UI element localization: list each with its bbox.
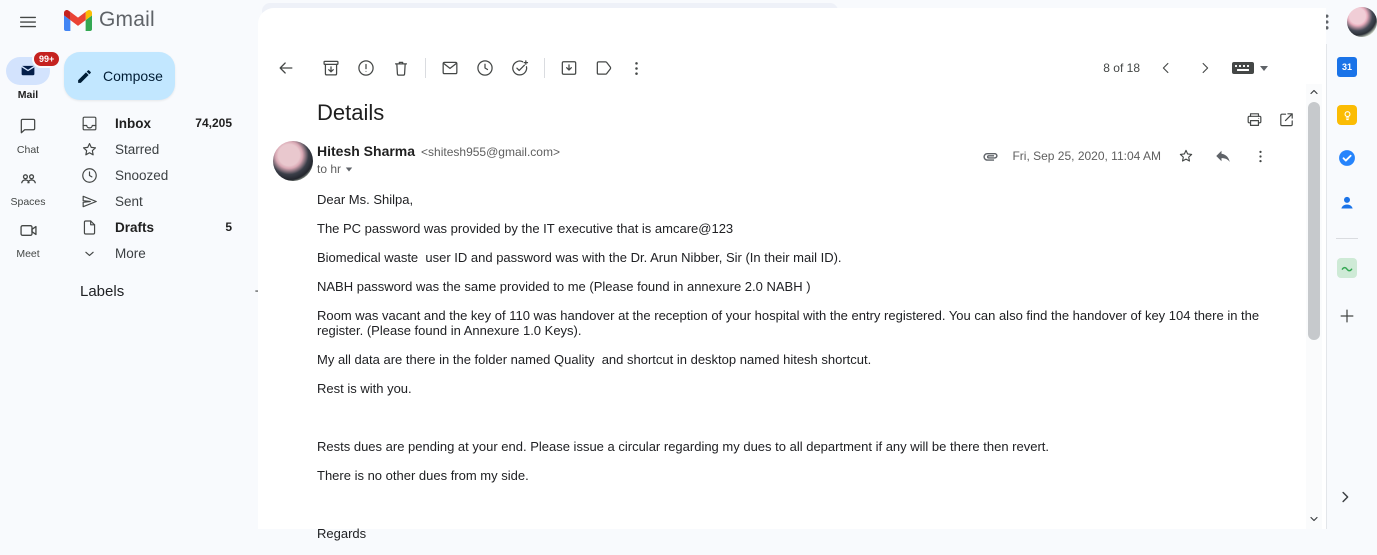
sidebar-item-drafts[interactable] bbox=[56, 214, 258, 240]
sidebar-item-label: Inbox bbox=[115, 115, 151, 131]
body-paragraph: There is no other dues from my side. bbox=[317, 468, 529, 483]
reply-icon bbox=[1214, 147, 1232, 165]
sidebar-item-sent[interactable] bbox=[56, 188, 258, 214]
clock-icon bbox=[80, 166, 99, 185]
snooze-clock-icon bbox=[475, 58, 495, 78]
unread-badge: 99+ bbox=[32, 50, 61, 68]
sidebar-nav bbox=[56, 110, 258, 266]
body-paragraph: The PC password was provided by the IT executive that is amcare@123 bbox=[317, 221, 734, 236]
addon-glyph bbox=[1340, 261, 1354, 275]
star-button[interactable] bbox=[1174, 144, 1198, 168]
compose-pencil-icon bbox=[76, 68, 93, 85]
body-paragraph: Biomedical waste user ID and password was with the Dr. Arun Nibber, Sir (In their mail ID). bbox=[317, 250, 842, 265]
pagination-label: 8 of 18 bbox=[1103, 61, 1140, 75]
report-spam-button[interactable] bbox=[350, 52, 382, 84]
meet-icon bbox=[18, 220, 39, 241]
toolbar-divider bbox=[544, 58, 545, 78]
keep-icon[interactable] bbox=[1337, 105, 1357, 125]
get-addons-button[interactable] bbox=[1337, 306, 1357, 326]
email-header-right bbox=[982, 144, 1272, 168]
email-view-card bbox=[258, 8, 1326, 541]
chevron-down-icon bbox=[346, 167, 352, 171]
email-date: Fri, Sep 25, 2020, 11:04 AM bbox=[1012, 149, 1161, 163]
back-button[interactable] bbox=[270, 52, 302, 84]
body-paragraph: Dear Ms. Shilpa, bbox=[317, 192, 414, 207]
more-vert-icon bbox=[627, 59, 646, 78]
message-more-button[interactable] bbox=[1248, 144, 1272, 168]
email-body bbox=[317, 192, 1272, 555]
bulb-icon bbox=[1341, 109, 1354, 122]
recipient-line: to hr bbox=[317, 162, 342, 176]
body-paragraph: Regards bbox=[317, 526, 367, 541]
input-tools-button[interactable] bbox=[1231, 59, 1268, 77]
mail-active-pill bbox=[6, 54, 55, 85]
chevron-right-icon bbox=[1336, 488, 1354, 506]
more-options-button[interactable] bbox=[620, 52, 652, 84]
archive-icon bbox=[321, 58, 341, 78]
printer-icon bbox=[1245, 110, 1264, 129]
keyboard-icon bbox=[1231, 59, 1255, 77]
body-paragraph: Rests dues are pending at your end. Please issue a circular regarding my dues to all department if any will be there then revert. bbox=[317, 439, 1050, 454]
rail-item-spaces[interactable] bbox=[0, 164, 56, 208]
side-panel-divider bbox=[1336, 238, 1358, 239]
open-in-new-icon bbox=[1277, 110, 1296, 129]
email-toolbar bbox=[268, 48, 1298, 88]
scroll-down-arrow-icon bbox=[1308, 513, 1320, 525]
rail-item-mail[interactable] bbox=[0, 54, 56, 101]
chat-icon bbox=[18, 116, 38, 136]
sender-name: Hitesh Sharma bbox=[317, 143, 416, 159]
draft-icon bbox=[80, 218, 99, 237]
body-paragraph bbox=[317, 497, 1272, 512]
chevron-left-icon bbox=[1157, 59, 1175, 77]
rail-label-meet: Meet bbox=[16, 248, 40, 260]
vertical-scrollbar[interactable] bbox=[1306, 84, 1322, 529]
compose-label: Compose bbox=[103, 68, 163, 84]
email-subject: Details bbox=[317, 100, 385, 125]
sender-email: <shitesh955@gmail.com> bbox=[421, 145, 560, 159]
body-paragraph: Rest is with you. bbox=[317, 381, 412, 396]
labels-title: Labels bbox=[80, 282, 125, 300]
sidebar-item-label: Snoozed bbox=[115, 167, 169, 183]
gmail-wordmark: Gmail bbox=[99, 8, 155, 31]
snooze-button[interactable] bbox=[469, 52, 501, 84]
recipient-details-toggle[interactable] bbox=[317, 162, 560, 176]
scroll-down-button[interactable] bbox=[1306, 511, 1322, 527]
attachment-icon bbox=[982, 148, 999, 165]
trash-icon bbox=[391, 58, 411, 78]
rail-label-mail: Mail bbox=[17, 89, 39, 101]
newer-button[interactable] bbox=[1153, 55, 1179, 81]
sidebar-item-label: Drafts bbox=[115, 219, 155, 235]
move-to-icon bbox=[559, 58, 579, 78]
report-icon bbox=[356, 58, 376, 78]
labels-button[interactable] bbox=[588, 52, 620, 84]
task-add-icon bbox=[510, 58, 530, 78]
tasks-icon[interactable] bbox=[1337, 148, 1357, 168]
spaces-icon bbox=[18, 168, 39, 189]
body-paragraph bbox=[317, 410, 1272, 425]
arrow-back-icon bbox=[276, 58, 296, 78]
sidebar-item-label: Sent bbox=[115, 193, 143, 209]
sidebar-item-more[interactable] bbox=[56, 240, 258, 266]
chevron-down-icon bbox=[80, 244, 99, 263]
rail-item-meet[interactable] bbox=[0, 216, 56, 260]
envelope-icon bbox=[440, 58, 460, 78]
chevron-right-icon bbox=[1196, 59, 1214, 77]
compose-button[interactable] bbox=[64, 52, 175, 100]
delete-button[interactable] bbox=[385, 52, 417, 84]
pagination-cluster bbox=[1103, 55, 1298, 81]
addon-icon[interactable] bbox=[1337, 258, 1357, 278]
scroll-up-arrow-icon bbox=[1308, 86, 1320, 98]
more-vert-icon bbox=[1252, 148, 1269, 165]
archive-button[interactable] bbox=[315, 52, 347, 84]
chevron-down-icon bbox=[1260, 66, 1268, 71]
label-tag-icon bbox=[594, 58, 614, 78]
sender-avatar[interactable] bbox=[273, 141, 313, 181]
account-avatar[interactable] bbox=[1347, 7, 1377, 37]
rail-label-chat: Chat bbox=[16, 144, 40, 156]
sidebar-item-count: 5 bbox=[225, 220, 232, 234]
sidebar-item-label: More bbox=[115, 245, 146, 261]
sidebar-item-count: 74,205 bbox=[195, 116, 232, 130]
rail-label-spaces: Spaces bbox=[10, 196, 46, 208]
app-rail bbox=[0, 0, 56, 529]
star-outline-icon bbox=[1177, 147, 1195, 165]
body-paragraph: Room was vacant and the key of 110 was handover at the reception of your hospital with the entry registered. You can also find the handover of key 104 there in the register. (Please found in Annexure 1.0 Keys). bbox=[317, 308, 1263, 338]
gmail-m-icon bbox=[64, 10, 92, 31]
toolbar-divider bbox=[425, 58, 426, 78]
calendar-icon[interactable]: 31 bbox=[1337, 57, 1357, 77]
print-button[interactable] bbox=[1238, 103, 1270, 135]
side-panel-toggle[interactable] bbox=[1336, 488, 1354, 506]
older-button[interactable] bbox=[1192, 55, 1218, 81]
sidebar-item-snoozed[interactable] bbox=[56, 162, 258, 188]
scrollbar-thumb[interactable] bbox=[1308, 102, 1320, 340]
star-icon bbox=[80, 140, 99, 159]
move-to-button[interactable] bbox=[553, 52, 585, 84]
gmail-logo[interactable] bbox=[64, 8, 155, 32]
sidebar-item-starred[interactable] bbox=[56, 136, 258, 162]
inbox-icon bbox=[80, 114, 99, 133]
scroll-up-button[interactable] bbox=[1306, 84, 1322, 100]
open-in-new-window-button[interactable] bbox=[1270, 103, 1302, 135]
reply-button[interactable] bbox=[1211, 144, 1235, 168]
email-header-left bbox=[317, 143, 560, 176]
sidebar-item-inbox[interactable] bbox=[56, 110, 258, 136]
send-icon bbox=[80, 192, 99, 211]
plus-icon bbox=[1337, 306, 1357, 326]
mark-unread-button[interactable] bbox=[434, 52, 466, 84]
contacts-icon[interactable] bbox=[1337, 193, 1357, 213]
sidebar-item-label: Starred bbox=[115, 141, 160, 157]
add-to-tasks-button[interactable] bbox=[504, 52, 536, 84]
rail-item-chat[interactable] bbox=[0, 112, 56, 156]
body-paragraph: NABH password was the same provided to me (Please found in annexure 2.0 NABH ) bbox=[317, 279, 811, 294]
body-paragraph: My all data are there in the folder named Quality and shortcut in desktop named hitesh shortcut. bbox=[317, 352, 872, 367]
side-panel-strip bbox=[1326, 44, 1366, 529]
